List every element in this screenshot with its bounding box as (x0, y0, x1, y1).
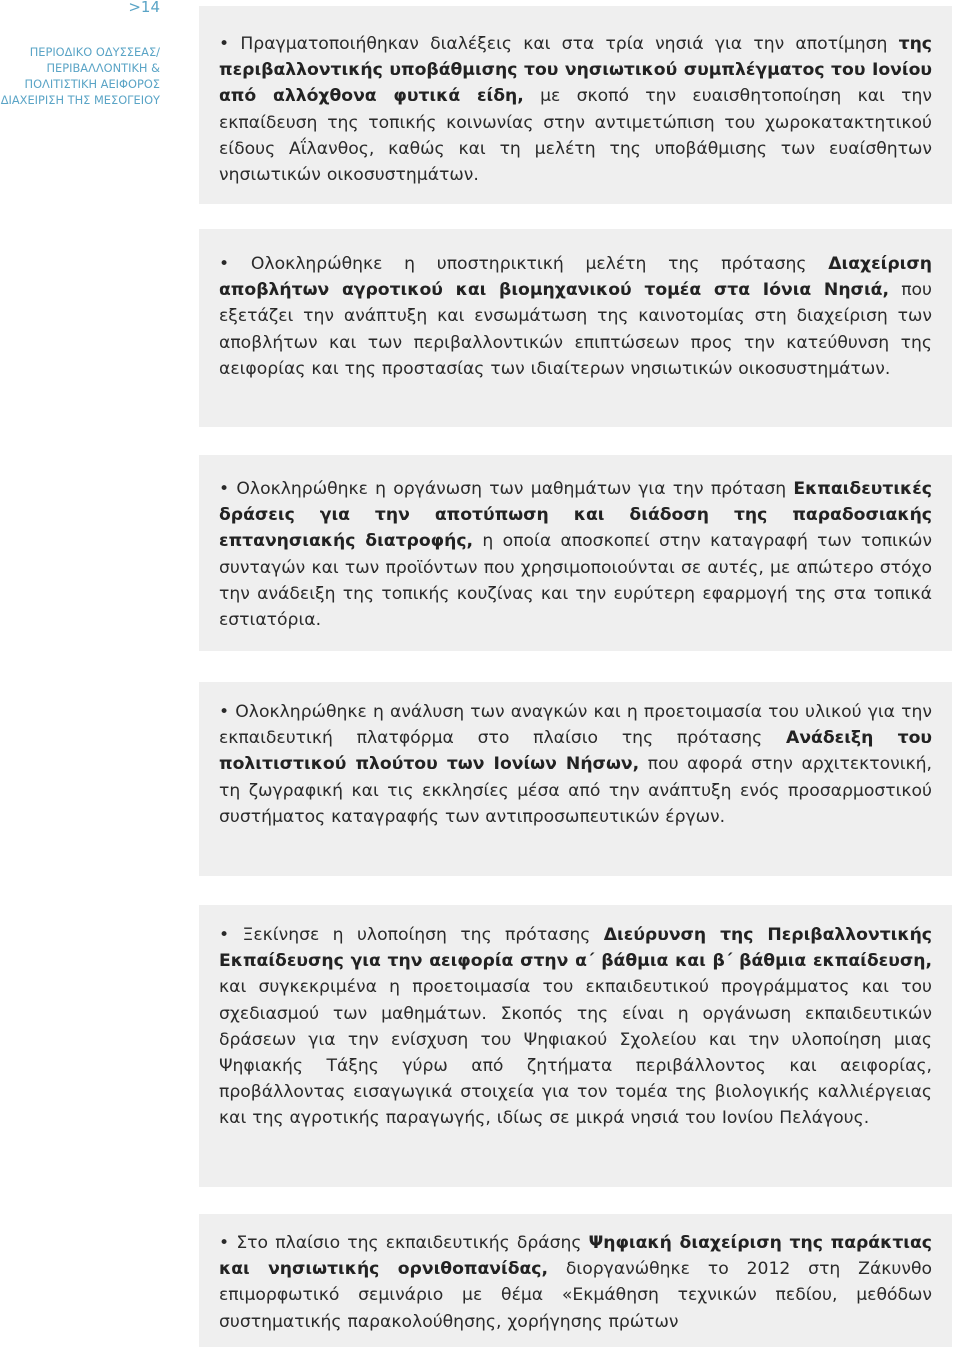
paragraph-highlight: Διαχείριση αποβλήτων αγροτικού και βιομηχανικού τομέα στα Ιόνια Νησιά, (219, 254, 932, 301)
paragraph-text: και συγκεκριμένα η προετοιμασία του εκπαιδευτικού προγράμματος και του σχεδιασμού των μαθημάτων. Σκοπός της είναι η οργάνωση εκπαιδευτικών δράσεων για την ενίσχυση του Ψηφιακού Σχολείου και την υλοποίηση μιας Ψηφιακής Τάξης γύρω από ζητήματα περιβάλλοντος και αειφορίας, προβάλλοντας εισαγωγικά στοιχεία για τον τομέα της βιολογικής καλλιέργειας και της αγροτικής παραγωγής, ιδίως σε μικρά νησιά του Ιονίου Πελάγους. (219, 977, 932, 1129)
bullet-paragraph (219, 922, 932, 1132)
paragraph-highlight: Ανάδειξη του πολιτιστικού πλούτου των Ιονίων Νήσων, (219, 728, 932, 775)
journal-title-line: ΔΙΑΧΕΙΡΙΣΗ ΤΗΣ ΜΕΣΟΓΕΙΟΥ (0, 93, 160, 107)
bullet-mark: • (219, 702, 230, 722)
paragraph-highlight: Εκπαιδευτικές δράσεις για την αποτύπωση και διάδοση της παραδοσιακής επτανησιακής διατροφής, (219, 479, 932, 552)
bullet-block (199, 905, 952, 1187)
bullet-mark: • (219, 1233, 230, 1253)
paragraph-text: Στο πλαίσιο της εκπαιδευτικής δράσης (236, 1233, 589, 1253)
bullet-block (199, 229, 952, 427)
paragraph-text: Ξεκίνησε η υλοποίηση της πρότασης (242, 925, 604, 945)
journal-title (1, 44, 160, 108)
paragraph-highlight: Ψηφιακή διαχείριση της παράκτιας και νησιωτικής ορνιθοπανίδας, (219, 1233, 932, 1280)
paragraph-highlight: της περιβαλλοντικής υποβάθμισης του νησιωτικού συμπλέγματος του Ιονίου από αλλόχθονα φυτικά είδη, (219, 34, 932, 107)
paragraph-text: Πραγματοποιήθηκαν διαλέξεις και στα τρία νησιά για την αποτίμηση (240, 34, 899, 54)
bullet-block (199, 6, 952, 204)
bullet-mark: • (219, 254, 230, 274)
paragraph-text: Ολοκληρώθηκε η οργάνωση των μαθημάτων για την πρόταση (236, 479, 794, 499)
page-number: >14 (128, 0, 160, 16)
page-margin (0, 0, 190, 1347)
journal-title-line: ΠΕΡΙΒΑΛΛΟΝΤΙΚΗ & (46, 61, 160, 75)
paragraph-text: που αφορά στην αρχιτεκτονική, τη ζωγραφική και τις εκκλησίες μέσα από την ανάπτυξη ενός προσαρμοστικού συστήματος καταγραφής των αντιπροσωπευτικών έργων. (219, 754, 933, 827)
bullet-block (199, 682, 952, 876)
bullet-mark: • (219, 925, 230, 945)
journal-title-line: ΠΕΡΙΟΔΙΚΟ ΟΔΥΣΣΕΑΣ/ (29, 45, 160, 59)
paragraph-text: Ολοκληρώθηκε η ανάλυση των αναγκών και η προετοιμασία του υλικού για την εκπαιδευτική πλατφόρμα στο πλαίσιο της πρότασης (219, 702, 932, 749)
journal-title-line: ΠΟΛΙΤΙΣΤΙΚΗ ΑΕΙΦΟΡΟΣ (24, 77, 160, 91)
paragraph-text: με σκοπό την ευαισθητοποίηση και την εκπαίδευση της τοπικής κοινωνίας στην αντιμετώπιση του χωροκατακτητικού είδους Αΐλανθος, καθώς και τη μελέτη της υποβάθμισης των ευαίσθητων νησιωτικών οικοσυστημάτων. (219, 86, 932, 186)
bullet-paragraph (219, 476, 932, 633)
bullet-mark: • (219, 479, 230, 499)
paragraph-highlight: Διεύρυνση της Περιβαλλοντικής Εκπαίδευσης για την αειφορία στην α΄ βάθμια και β΄ βάθμια εκπαίδευση, (219, 925, 932, 972)
bullet-paragraph (219, 31, 932, 188)
bullet-block (199, 1214, 952, 1347)
paragraph-text: η οποία αποσκοπεί στην καταγραφή των τοπικών συνταγών και των προϊόντων που χρησιμοποιούνται σε αυτές, με απώτερο στόχο την ανάδειξη της τοπικής κουζίνας και την ευρύτερη εφαρμογή της στα τοπικά εστιατόρια. (219, 531, 932, 631)
bullet-mark: • (219, 34, 230, 54)
bullet-paragraph (219, 251, 932, 382)
bullet-paragraph (219, 1230, 932, 1335)
bullet-paragraph (219, 699, 932, 830)
paragraph-text: διοργανώθηκε το 2012 στη Ζάκυνθο επιμορφωτικό σεμινάριο με θέμα «Εκμάθηση τεχνικών πεδίου, μεθόδων συστηματικής παρακολούθησης, χορήγησης πρώτων (219, 1259, 932, 1332)
bullet-block (199, 455, 952, 651)
paragraph-text: Ολοκληρώθηκε η υποστηρικτική μελέτη της πρότασης (250, 254, 829, 274)
paragraph-text: που εξετάζει την ανάπτυξη και ενσωμάτωση της καινοτομίας στη διαχείριση των αποβλήτων και των περιβαλλοντικών επιπτώσεων προς την κατεύθυνση της αειφορίας και της προστασίας των ιδιαίτερων νησιωτικών οικοσυστημάτων. (219, 280, 932, 379)
